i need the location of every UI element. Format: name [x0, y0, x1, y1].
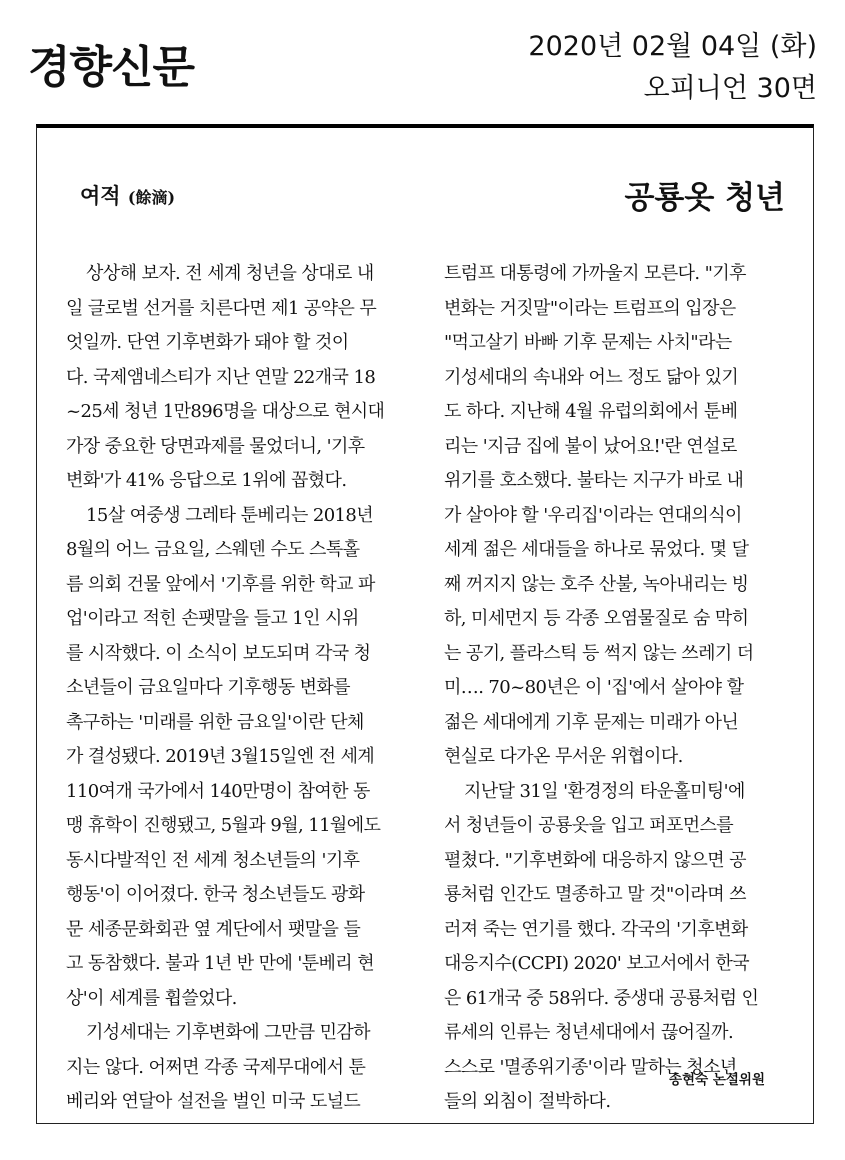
- article-headline: 공룡옷 청년: [624, 180, 785, 216]
- text-line: 은 61개국 중 58위다. 중생대 공룡처럼 인: [444, 987, 759, 1009]
- text-line: 위기를 호소했다. 불타는 지구가 바로 내: [444, 470, 744, 491]
- text-line: 상'이 세계를 휩쓸었다.: [66, 987, 237, 1009]
- text-line: 세계 젊은 세대들을 하나로 묶었다. 몇 달: [444, 539, 749, 560]
- text-line: 행동'이 이어졌다. 한국 청소년들도 광화: [66, 884, 365, 905]
- text-line: 를 시작했다. 이 소식이 보도되며 각국 청: [66, 642, 371, 664]
- text-line: 지난달 31일 '환경정의 타운홀미팅'에: [464, 780, 745, 802]
- text-line: 변화'가 41% 응답으로 1위에 꼽혔다.: [66, 470, 347, 491]
- text-line: 기성세대는 기후변화에 그만큼 민감하: [86, 1022, 370, 1043]
- text-line: ~25세 청년 1만896명을 대상으로 현시대: [66, 401, 385, 422]
- text-line: 가 살아야 할 '우리집'이라는 연대의식이: [444, 504, 742, 526]
- text-line: 변화는 거짓말"이라는 트럼프의 입장은: [444, 297, 736, 319]
- newspaper-masthead: 경향신문: [28, 42, 195, 93]
- text-line: 리는 '지금 집에 불이 났어요!'란 연설로: [444, 435, 737, 457]
- text-line: 현실로 다가온 무서운 위협이다.: [444, 746, 683, 767]
- text-line: 업'이라고 적힌 손팻말을 들고 1인 시위: [66, 608, 359, 629]
- text-line: 류세의 인류는 청년세대에서 끊어질까.: [444, 1022, 734, 1043]
- column-name-hangul: 여적: [80, 183, 121, 208]
- text-line: 대응지수(CCPI) 2020' 보고서에서 한국: [444, 953, 750, 974]
- text-line: 름 의회 건물 앞에서 '기후를 위한 학교 파: [66, 573, 375, 595]
- text-line: 러져 죽는 연기를 했다. 각국의 '기후변화: [444, 918, 748, 940]
- text-line: 맹 휴학이 진행됐고, 5월과 9월, 11월에도: [66, 815, 381, 836]
- text-line: 째 꺼지지 않는 호주 산불, 녹아내리는 빙: [444, 573, 749, 595]
- text-line: 룡처럼 인간도 멸종하고 말 것"이라며 쓰: [444, 884, 746, 905]
- text-line: 는 공기, 플라스틱 등 썩지 않는 쓰레기 더: [444, 642, 754, 664]
- text-line: 펼쳤다. "기후변화에 대응하지 않으면 공: [444, 849, 746, 871]
- text-line: 고 동참했다. 불과 1년 반 만에 '툰베리 현: [66, 953, 374, 974]
- text-line: 문 세종문화회관 옆 계단에서 팻말을 들: [66, 918, 361, 940]
- text-line: 동시다발적인 전 세계 청소년들의 '기후: [66, 849, 360, 871]
- section-page: 오피니언 30면: [643, 73, 817, 104]
- text-line: 들의 외침이 절박하다.: [444, 1091, 611, 1112]
- text-line: 기성세대의 속내와 어느 정도 닮아 있기: [444, 366, 739, 388]
- article-column-right: [444, 257, 785, 1120]
- text-line: 가장 중요한 당면과제를 물었더니, '기후: [66, 435, 365, 457]
- text-line: 15살 여중생 그레타 툰베리는 2018년: [86, 504, 374, 526]
- article-column-left: [66, 257, 407, 1120]
- text-line: 110여개 국가에서 140만명이 참여한 동: [66, 780, 370, 802]
- text-line: 트럼프 대통령에 가까울지 모른다. "기후: [444, 263, 746, 284]
- issue-date: 2020년 02월 04일 (화): [528, 31, 817, 62]
- column-name-hanja: (餘滴): [127, 188, 176, 207]
- text-line: 하, 미세먼지 등 각종 오염물질로 숨 막히: [444, 608, 749, 629]
- text-line: 8월의 어느 금요일, 스웨덴 수도 스톡홀: [66, 539, 360, 560]
- dateline: [528, 26, 817, 110]
- text-line: 서 청년들이 공룡옷을 입고 퍼포먼스를: [444, 815, 734, 836]
- text-line: 도 하다. 지난해 4월 유럽의회에서 툰베: [444, 401, 738, 422]
- text-line: 촉구하는 '미래를 위한 금요일'이란 단체: [66, 711, 364, 733]
- text-line: 일 글로벌 선거를 치른다면 제1 공약은 무: [66, 297, 377, 319]
- text-line: 상상해 보자. 전 세계 청년을 상대로 내: [86, 263, 374, 284]
- text-line: 다. 국제앰네스티가 지난 연말 22개국 18: [66, 366, 376, 388]
- byline: 송현숙 논설위원: [669, 1072, 765, 1088]
- text-line: 스스로 '멸종위기종'이라 말하는 청소년: [444, 1056, 737, 1078]
- text-line: 엇일까. 단연 기후변화가 돼야 할 것이: [66, 332, 349, 353]
- column-name: [80, 180, 175, 210]
- text-line: 젊은 세대에게 기후 문제는 미래가 아닌: [444, 711, 739, 733]
- text-line: "먹고살기 바빠 기후 문제는 사치"라는: [444, 332, 732, 353]
- text-line: 소년들이 금요일마다 기후행동 변화를: [66, 677, 350, 698]
- text-line: 지는 않다. 어쩌면 각종 국제무대에서 툰: [66, 1056, 366, 1078]
- text-line: 베리와 연달아 설전을 벌인 미국 도널드: [66, 1091, 361, 1112]
- text-line: 미…. 70~80년은 이 '집'에서 살아야 할: [444, 677, 744, 698]
- text-line: 가 결성됐다. 2019년 3월15일엔 전 세계: [66, 746, 375, 767]
